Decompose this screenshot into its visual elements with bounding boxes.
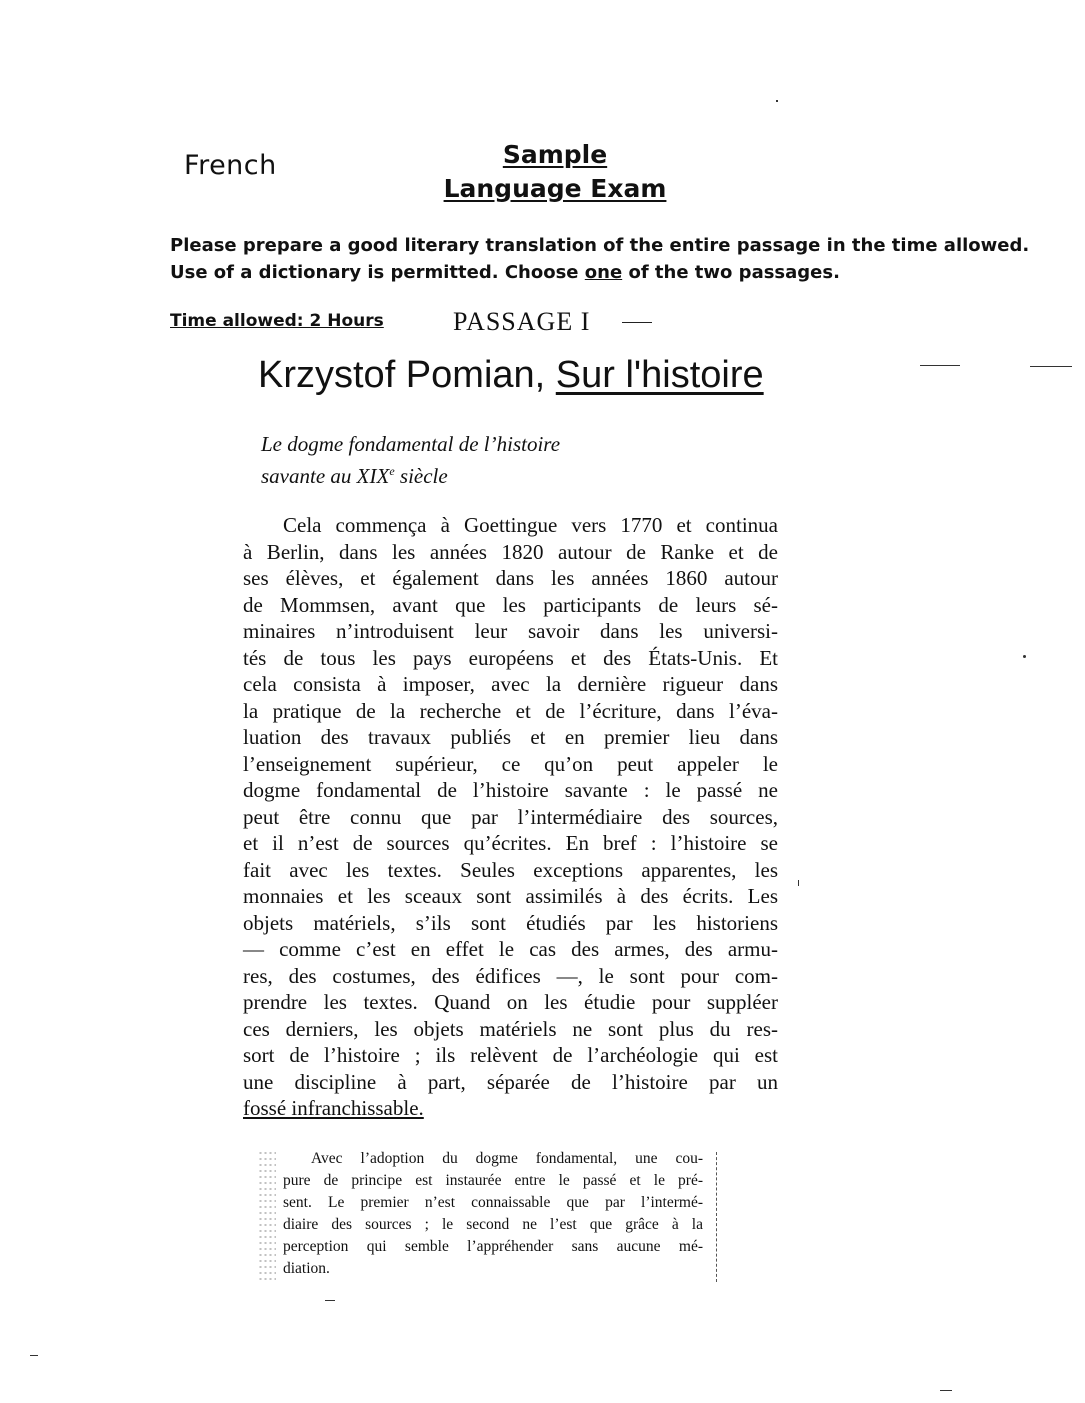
scan-speck	[1023, 655, 1026, 658]
chapter-title-line1: Le dogme fondamental de l’histoire	[261, 432, 561, 456]
instructions-line2-before: Use of a dictionary is permitted. Choose	[170, 262, 585, 283]
passage-line: fait avec les textes. Seules exceptions apparentes, les	[243, 857, 778, 882]
instructions-emphasis: one	[584, 262, 623, 283]
scan-speck	[776, 100, 778, 102]
chapter-title-line2	[261, 458, 681, 490]
passage-line: tés de tous les pays européens et des États-Unis. Et	[243, 645, 778, 670]
footnote-line: diation.	[283, 1260, 330, 1277]
footnote-line: pure de principe est instaurée entre le passé et le pré-	[283, 1172, 703, 1189]
scan-mark	[1030, 366, 1072, 367]
passage-line: la pratique de la recherche et de l’écriture, dans l’éva-	[243, 698, 778, 723]
chapter-century: XIX	[356, 464, 390, 488]
passage-line: de Mommsen, avant que les participants de leurs sé-	[243, 592, 778, 617]
passage-label: PASSAGE I	[453, 307, 591, 336]
footnote-line: sent. Le premier n’est connaissable que par l’intermé-	[283, 1194, 703, 1211]
scan-mark	[920, 365, 960, 366]
source-line	[258, 354, 764, 397]
scan-speck	[325, 1300, 335, 1301]
passage-line: et il n’est de sources qu’écrites. En bref : l’histoire se	[243, 831, 778, 855]
exam-title	[415, 138, 695, 206]
passage-line: monnaies et les sceaux sont assimilés à des écrits. Les	[243, 884, 778, 908]
passage-line: cela consista à imposer, avec la dernière rigueur dans	[243, 672, 778, 696]
chapter-title	[261, 431, 681, 490]
instructions-line2	[170, 259, 1050, 286]
passage-line: à Berlin, dans les années 1820 autour de Ranke et de	[243, 539, 778, 564]
passage-line: sort de l’histoire ; ils relèvent de l’archéologie qui est	[243, 1043, 778, 1067]
passage-line: peut être connu que par l’intermédiaire des sources,	[243, 804, 778, 829]
passage-line: une discipline à part, séparée de l’histoire par un	[243, 1069, 778, 1094]
passage-body	[243, 512, 778, 1122]
instructions	[170, 232, 1050, 286]
footnote-line: perception qui semble l’appréhender sans aucune mé-	[283, 1238, 703, 1255]
passage-line: — comme c’est en effet le cas des armes, des armu-	[243, 937, 778, 961]
passage-line: dogme fondamental de l’histoire savante : le passé ne	[243, 778, 778, 802]
exam-title-line2: Language Exam	[443, 174, 667, 203]
source-book-title: Sur l'histoire	[555, 354, 764, 396]
footnote-line: Avec l’adoption du dogme fondamental, une cou-	[311, 1150, 703, 1167]
footnote	[283, 1148, 703, 1280]
passage-line: ses élèves, et également dans les années 1860 autour	[243, 566, 778, 590]
scan-noise	[258, 1150, 276, 1280]
instructions-line1: Please prepare a good literary translation of the entire passage in the time allowed.	[170, 235, 1030, 256]
scan-speck	[798, 880, 799, 886]
passage-line: Cela commença à Goettingue vers 1770 et continua	[283, 513, 778, 537]
chapter-title-line2-after: siècle	[394, 464, 448, 488]
passage-mark	[622, 322, 652, 323]
passage-line: objets matériels, s’ils sont étudiés par les historiens	[243, 910, 778, 935]
time-allowed: Time allowed: 2 Hours	[170, 311, 384, 331]
passage-line: luation des travaux publiés et en premier lieu dans	[243, 725, 778, 749]
passage-line: prendre les textes. Quand on les étudie pour suppléer	[243, 990, 778, 1014]
chapter-superscript: e	[389, 464, 395, 478]
source-author: Krzystof Pomian,	[258, 354, 556, 396]
exam-title-line1: Sample	[502, 140, 608, 169]
language-label: French	[184, 150, 277, 181]
footnote-line: diaire des sources ; le second ne l’est que grâce à la	[283, 1216, 703, 1233]
chapter-title-line2-before: savante au	[261, 464, 357, 488]
scan-speck	[30, 1355, 38, 1356]
passage-line: res, des costumes, des édifices —, le sont pour com-	[243, 963, 778, 988]
scan-speck	[940, 1390, 952, 1391]
instructions-line2-after: of the two passages.	[622, 262, 840, 283]
passage-line: fossé infranchissable.	[243, 1096, 424, 1120]
passage-line: minaires n’introduisent leur savoir dans les universi-	[243, 619, 778, 643]
passage-line: ces derniers, les objets matériels ne sont plus du res-	[243, 1016, 778, 1041]
passage-line: l’enseignement supérieur, ce qu’on peut appeler le	[243, 751, 778, 776]
footnote-border	[716, 1152, 718, 1282]
